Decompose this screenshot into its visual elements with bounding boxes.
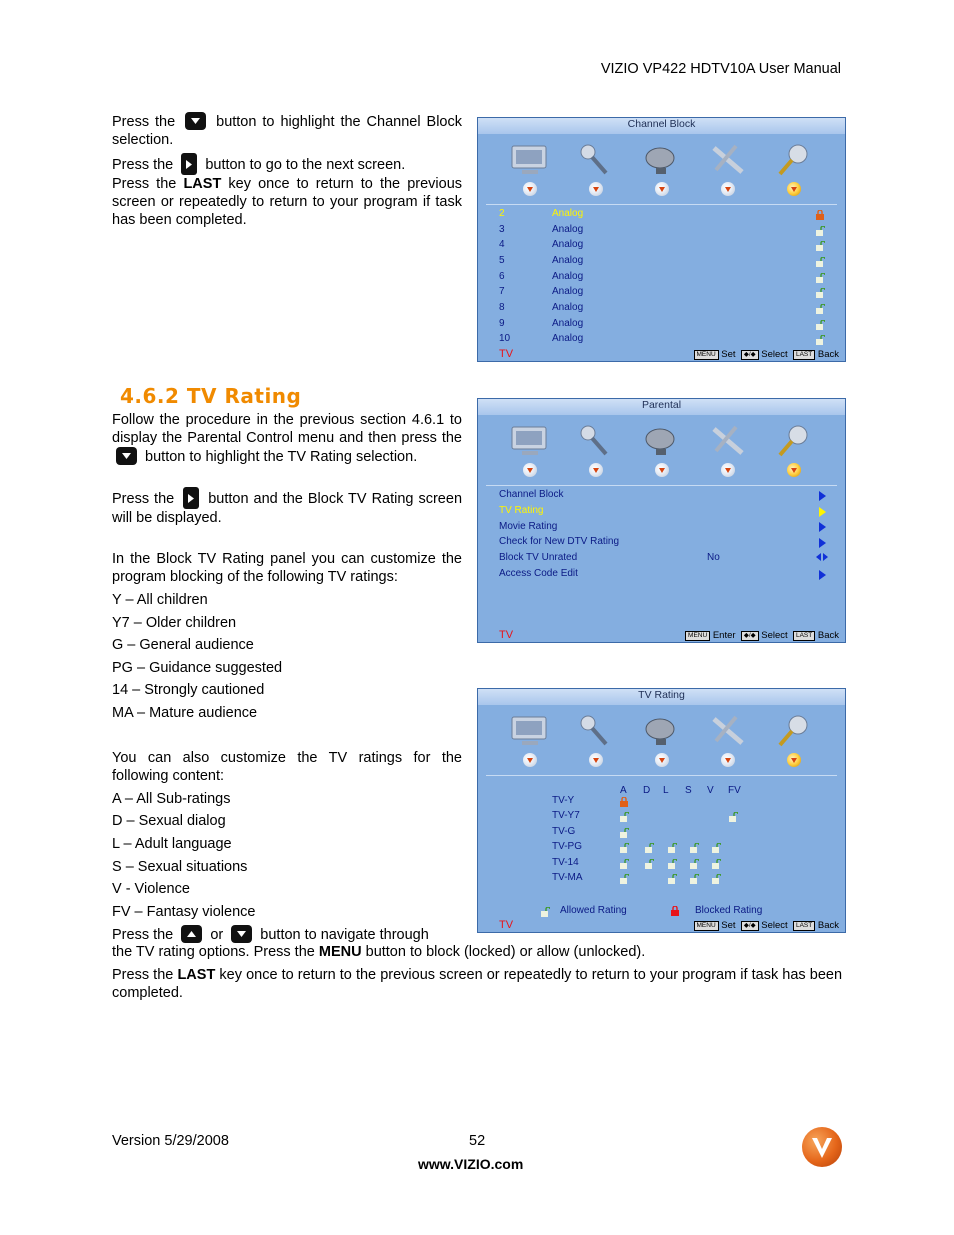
channel-block-screen	[477, 117, 846, 362]
wrench-icon	[706, 140, 750, 178]
rating-row-label[interactable]: TV-PG	[552, 841, 583, 852]
tv-icon	[508, 140, 552, 178]
down-button-icon	[116, 447, 137, 465]
menu-arrow-icon	[721, 182, 735, 196]
footer-website: www.VIZIO.com	[418, 1156, 524, 1172]
menu-arrow-icon	[721, 463, 735, 477]
channel-type: Analog	[552, 239, 584, 250]
wrench-icon	[706, 421, 750, 459]
menu-arrow-selected-icon	[787, 753, 801, 767]
lock-open-icon[interactable]	[667, 843, 677, 853]
channel-type: Analog	[552, 255, 584, 266]
menu-arrow-icon	[523, 753, 537, 767]
lock-open-icon	[540, 907, 550, 917]
separator	[486, 204, 837, 205]
channel-type: Analog	[552, 271, 584, 282]
menu-arrow-icon	[589, 753, 603, 767]
menu-icon-row	[498, 140, 825, 200]
column-header: V	[707, 785, 714, 796]
channel-number: 2	[499, 208, 505, 219]
lock-open-icon[interactable]	[689, 843, 699, 853]
menu-arrow-icon	[523, 182, 537, 196]
rating-item: Y – All children	[112, 592, 208, 608]
lock-open-icon[interactable]	[619, 812, 629, 822]
content-item: S – Sexual situations	[112, 859, 248, 875]
content-item: FV – Fantasy violence	[112, 904, 256, 920]
lock-open-icon[interactable]	[711, 859, 721, 869]
column-header: L	[663, 785, 669, 796]
satellite-icon	[640, 711, 684, 749]
channel-number: 6	[499, 271, 505, 282]
lock-open-icon	[815, 241, 825, 251]
vizio-logo-icon	[802, 1127, 842, 1167]
header-title: VIZIO VP422 HDTV10A User Manual	[600, 61, 841, 77]
rating-row-label[interactable]: TV-MA	[552, 872, 583, 883]
rating-row-label[interactable]: TV-Y7	[552, 810, 580, 821]
screen-title: TV Rating	[478, 689, 845, 705]
paragraph-3: Press the LAST key once to return to the previous screen or repeatedly to return to your program if task has been completed.	[112, 176, 463, 228]
menu-arrow-icon	[523, 463, 537, 477]
screen-title: Channel Block	[478, 118, 845, 134]
right-button-icon	[181, 153, 197, 175]
lock-open-icon[interactable]	[728, 812, 738, 822]
key-icon	[772, 140, 816, 178]
footer-version: Version 5/29/2008	[112, 1133, 229, 1149]
paragraph-7: You can also customize the TV ratings for the following content:	[112, 750, 462, 784]
paragraph-1: Press the button to highlight the Channel Block selection.	[112, 114, 462, 148]
channel-number: 10	[499, 333, 511, 344]
channel-number: 4	[499, 239, 505, 250]
content-item: L – Adult language	[112, 836, 232, 852]
content-item: V - Violence	[112, 881, 190, 897]
menu-arrow-icon	[721, 753, 735, 767]
wrench-icon	[706, 711, 750, 749]
lock-open-icon	[815, 320, 825, 330]
menu-arrow-icon	[655, 182, 669, 196]
lock-open-icon[interactable]	[667, 874, 677, 884]
footer-page-number: 52	[469, 1133, 486, 1149]
lock-open-icon[interactable]	[689, 874, 699, 884]
lock-open-icon[interactable]	[619, 843, 629, 853]
lock-open-icon	[815, 335, 825, 345]
rating-item: G – General audience	[112, 637, 254, 653]
menu-item-movie-rating[interactable]: Movie Rating	[499, 521, 558, 532]
lock-open-icon[interactable]	[711, 843, 721, 853]
lock-open-icon[interactable]	[689, 859, 699, 869]
rating-item: PG – Guidance suggested	[112, 660, 283, 676]
screen-footer: MENU Set ◆/◆ Select LAST Back	[694, 920, 840, 931]
lock-closed-icon	[670, 906, 680, 916]
lock-open-icon	[815, 288, 825, 298]
separator	[486, 775, 837, 776]
lock-open-icon	[815, 304, 825, 314]
satellite-icon	[640, 421, 684, 459]
chevron-right-icon	[819, 538, 826, 548]
microphone-icon	[574, 421, 618, 459]
channel-number: 7	[499, 286, 505, 297]
menu-arrow-selected-icon	[787, 182, 801, 196]
lock-closed-icon	[815, 210, 825, 220]
rating-row-label[interactable]: TV-Y	[552, 795, 575, 806]
lock-open-icon[interactable]	[619, 859, 629, 869]
block-tv-unrated-value: No	[707, 552, 720, 563]
chevron-right-icon	[819, 570, 826, 580]
channel-type: Analog	[552, 208, 584, 219]
lock-open-icon	[815, 273, 825, 283]
channel-number: 8	[499, 302, 505, 313]
lock-open-icon	[815, 226, 825, 236]
channel-type: Analog	[552, 302, 584, 313]
column-header: FV	[728, 785, 741, 796]
lock-open-icon	[815, 257, 825, 267]
channel-number: 3	[499, 224, 505, 235]
rating-row-label[interactable]: TV-G	[552, 826, 576, 837]
satellite-icon	[640, 140, 684, 178]
channel-type: Analog	[552, 333, 584, 344]
paragraph-8b: the TV rating options. Press the MENU button to block (locked) or allow (unlocked).	[112, 944, 646, 960]
menu-arrow-icon	[655, 753, 669, 767]
channel-number: 9	[499, 318, 505, 329]
column-header: A	[620, 785, 627, 796]
down-button-icon	[231, 925, 252, 943]
input-label: TV	[499, 348, 514, 360]
chevron-right-icon	[819, 491, 826, 501]
lock-closed-icon[interactable]	[619, 797, 629, 807]
lock-open-icon[interactable]	[711, 874, 721, 884]
tv-rating-screen	[477, 688, 846, 933]
legend-allowed: Allowed Rating	[560, 905, 627, 916]
menu-arrow-icon	[655, 463, 669, 477]
menu-arrow-icon	[589, 463, 603, 477]
channel-type: Analog	[552, 224, 584, 235]
tv-icon	[508, 421, 552, 459]
menu-arrow-selected-icon	[787, 463, 801, 477]
menu-item-channel-block[interactable]: Channel Block	[499, 489, 564, 500]
lock-open-icon[interactable]	[644, 859, 654, 869]
input-label: TV	[499, 629, 514, 641]
menu-icon-row	[498, 711, 825, 771]
lock-open-icon[interactable]	[667, 859, 677, 869]
lock-open-icon[interactable]	[619, 874, 629, 884]
menu-arrow-icon	[589, 182, 603, 196]
separator	[486, 485, 837, 486]
content-item: A – All Sub-ratings	[112, 791, 231, 807]
input-label: TV	[499, 919, 514, 931]
channel-type: Analog	[552, 286, 584, 297]
paragraph-6: In the Block TV Rating panel you can customize the program blocking of the following TV ratings:	[112, 551, 462, 585]
paragraph-5: Press the button and the Block TV Rating screen will be displayed.	[112, 487, 462, 527]
menu-icon-row	[498, 421, 825, 481]
column-header: D	[643, 785, 651, 796]
menu-item-tv-rating[interactable]: TV Rating	[499, 505, 544, 516]
parental-screen	[477, 398, 846, 643]
menu-item-block-tv-unrated[interactable]: Block TV Unrated	[499, 552, 578, 563]
legend-blocked: Blocked Rating	[695, 905, 763, 916]
paragraph-9: Press the LAST key once to return to the previous screen or repeatedly to return to your program if task has been completed.	[112, 967, 843, 1001]
rating-item: Y7 – Older children	[112, 615, 237, 631]
section-heading: 4.6.2 TV Rating	[120, 384, 302, 408]
menu-item-access-code-edit[interactable]: Access Code Edit	[499, 568, 578, 579]
tv-icon	[508, 711, 552, 749]
up-button-icon	[181, 925, 202, 943]
right-button-icon	[183, 487, 199, 509]
lock-open-icon[interactable]	[619, 828, 629, 838]
rating-item: 14 – Strongly cautioned	[112, 682, 265, 698]
channel-number: 5	[499, 255, 505, 266]
rating-item: MA – Mature audience	[112, 705, 258, 721]
menu-item-check-dtv-rating[interactable]: Check for New DTV Rating	[499, 536, 620, 547]
paragraph-4: Follow the procedure in the previous section 4.6.1 to display the Parental Control menu and then press the button to highlight the TV Rating selection.	[112, 412, 462, 465]
chevron-right-icon	[819, 507, 826, 517]
lock-open-icon[interactable]	[644, 843, 654, 853]
left-right-arrows-icon	[816, 553, 828, 561]
screen-footer: MENU Set ◆/◆ Select LAST Back	[694, 349, 840, 360]
column-header: S	[685, 785, 692, 796]
screen-footer: MENU Enter ◆/◆ Select LAST Back	[685, 630, 839, 641]
channel-type: Analog	[552, 318, 584, 329]
content-item: D – Sexual dialog	[112, 813, 226, 829]
down-button-icon	[185, 112, 206, 130]
paragraph-8a: Press the or button to navigate through	[112, 927, 429, 943]
chevron-right-icon	[819, 522, 826, 532]
key-icon	[772, 421, 816, 459]
microphone-icon	[574, 711, 618, 749]
paragraph-2: Press the button to go to the next screen.	[112, 153, 462, 175]
key-icon	[772, 711, 816, 749]
screen-title: Parental	[478, 399, 845, 415]
microphone-icon	[574, 140, 618, 178]
rating-row-label[interactable]: TV-14	[552, 857, 579, 868]
